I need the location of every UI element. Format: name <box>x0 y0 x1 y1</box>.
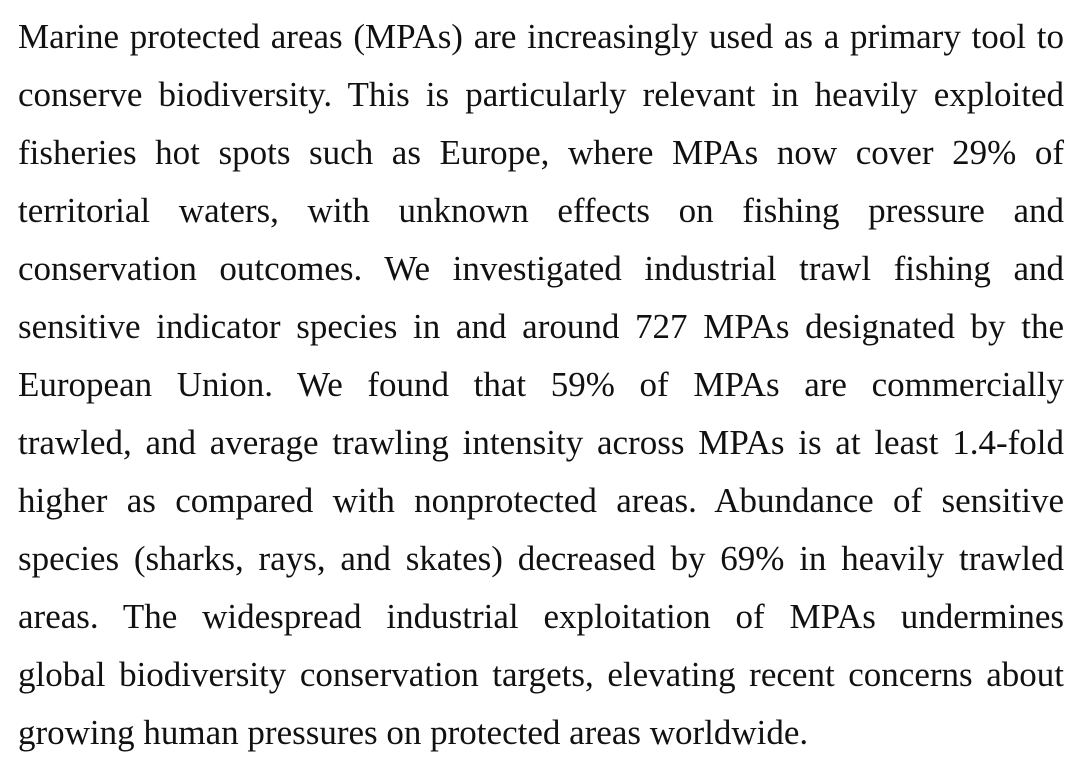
text-line: European Union. We found that 59% of MPAs are commercially <box>18 365 1064 404</box>
text-line: growing human pressures on protected areas worldwide. <box>18 713 809 752</box>
text-line: fisheries hot spots such as Europe, where MPAs now cover 29% of <box>18 133 1064 172</box>
text-line: Marine protected areas (MPAs) are increasingly used as a primary tool to <box>18 17 1064 56</box>
text-line: conserve biodiversity. This is particularly relevant in heavily exploited <box>18 75 1064 114</box>
text-line: sensitive indicator species in and around 727 MPAs designated by the <box>18 307 1064 346</box>
text-line: higher as compared with nonprotected areas. Abundance of sensitive <box>18 481 1064 520</box>
text-line: species (sharks, rays, and skates) decreased by 69% in heavily trawled <box>18 539 1064 578</box>
text-line: global biodiversity conservation targets, elevating recent concerns about <box>18 655 1064 694</box>
text-line: territorial waters, with unknown effects on fishing pressure and <box>18 191 1064 230</box>
abstract-paragraph <box>18 8 1064 762</box>
text-line: conservation outcomes. We investigated industrial trawl fishing and <box>18 249 1064 288</box>
text-line: areas. The widespread industrial exploitation of MPAs undermines <box>18 597 1064 636</box>
text-line: trawled, and average trawling intensity across MPAs is at least 1.4-fold <box>18 423 1064 462</box>
